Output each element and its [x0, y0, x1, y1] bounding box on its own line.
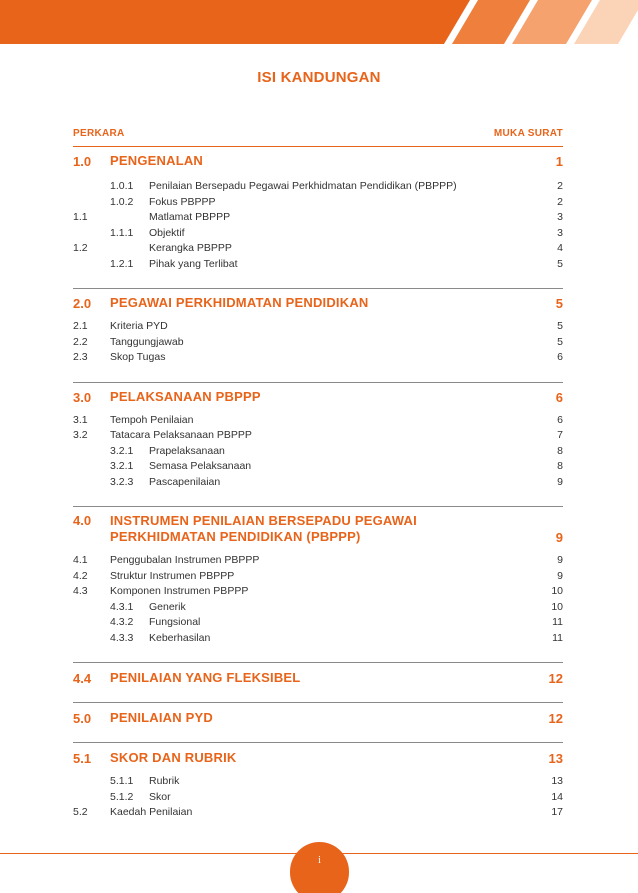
- column-header-muka-surat: MUKA SURAT: [493, 128, 563, 139]
- page-title: ISI KANDUNGAN: [257, 69, 381, 86]
- row-label: Prapelaksanaan: [149, 444, 225, 457]
- row-page: 6: [557, 351, 563, 363]
- row-page: 11: [552, 631, 563, 644]
- section-heading-line2[interactable]: [73, 529, 563, 545]
- section-title: PENILAIAN YANG FLEKSIBEL: [110, 670, 301, 685]
- row-subnumber: 4.3.1: [110, 600, 134, 613]
- toc-row[interactable]: [73, 569, 563, 585]
- row-number: 4.2: [73, 569, 88, 582]
- toc-row[interactable]: [73, 335, 563, 351]
- section-heading[interactable]: [73, 710, 563, 726]
- row-subnumber: [110, 210, 149, 226]
- row-label: Semasa Pelaksanaan: [149, 460, 252, 472]
- section-number: 2.0: [73, 296, 92, 311]
- toc-row[interactable]: [73, 241, 563, 257]
- row-label: Fokus PBPPP: [149, 195, 216, 208]
- toc-section-3-0: [73, 389, 563, 491]
- row-number: [73, 444, 110, 460]
- row-subnumber: 4.3.2: [110, 616, 134, 628]
- section-number: 5.0: [73, 711, 92, 726]
- row-label: Skop Tugas: [110, 351, 166, 363]
- toc-row[interactable]: [73, 631, 563, 647]
- row-number: 4.1: [73, 554, 88, 566]
- page-number-tab: [290, 842, 349, 893]
- toc-row[interactable]: [73, 584, 563, 600]
- row-subnumber: 1.0.1: [110, 180, 134, 192]
- section-divider: [73, 288, 563, 289]
- row-page: 8: [557, 444, 563, 457]
- row-label: Matlamat PBPPP: [149, 211, 231, 223]
- toc-row[interactable]: [73, 350, 563, 366]
- section-number: 3.0: [73, 389, 92, 405]
- row-page: 2: [557, 195, 563, 208]
- row-page: 4: [557, 242, 563, 254]
- row-label: Tatacara Pelaksanaan PBPPP: [110, 429, 252, 441]
- row-page: 5: [557, 257, 563, 270]
- toc-row[interactable]: [73, 790, 563, 806]
- row-number: 1.1: [73, 211, 88, 223]
- row-page: 11: [552, 616, 563, 628]
- row-label: Tanggungjawab: [110, 335, 184, 348]
- row-number: [73, 226, 110, 242]
- row-number: 5.2: [73, 806, 88, 818]
- section-divider: [73, 702, 563, 703]
- row-label: Pihak yang Terlibat: [149, 257, 238, 270]
- toc-row[interactable]: [73, 805, 563, 821]
- row-subnumber: 1.0.2: [110, 195, 134, 208]
- row-subnumber: 3.2.3: [110, 475, 134, 488]
- toc-section-4-0: [73, 513, 563, 646]
- toc-row[interactable]: [73, 210, 563, 226]
- toc-row[interactable]: [73, 459, 563, 475]
- row-page: 8: [557, 460, 563, 472]
- row-page: 9: [557, 554, 563, 566]
- banner-stripes: [0, 0, 638, 44]
- row-number: [73, 257, 110, 273]
- row-subnumber: 5.1.1: [110, 775, 134, 787]
- row-label: Struktur Instrumen PBPPP: [110, 569, 235, 582]
- row-number: [73, 615, 110, 631]
- row-label: Tempoh Penilaian: [110, 413, 194, 426]
- row-label: Komponen Instrumen PBPPP: [110, 585, 249, 597]
- section-divider: [73, 382, 563, 383]
- toc-row[interactable]: [73, 319, 563, 335]
- row-page: 9: [557, 475, 563, 488]
- row-subnumber: 4.3.3: [110, 631, 134, 644]
- row-number: 2.3: [73, 351, 88, 363]
- toc-row[interactable]: [73, 257, 563, 273]
- row-number: [73, 790, 110, 806]
- section-title: PENGENALAN: [110, 153, 204, 168]
- section-page: 6: [555, 389, 563, 405]
- row-page: 17: [551, 806, 563, 818]
- section-heading[interactable]: [73, 513, 563, 529]
- toc-row[interactable]: [73, 475, 563, 491]
- section-heading[interactable]: [73, 295, 563, 311]
- row-label: Fungsional: [149, 616, 201, 628]
- page-number: i: [318, 855, 321, 866]
- section-number: 4.0: [73, 513, 92, 528]
- row-label: Kriteria PYD: [110, 320, 168, 332]
- row-page: 7: [557, 429, 563, 441]
- section-title: PERKHIDMATAN PENDIDIKAN (PBPPP): [110, 529, 361, 544]
- row-page: 3: [557, 211, 563, 223]
- row-label: Rubrik: [149, 775, 180, 787]
- section-title: SKOR DAN RUBRIK: [110, 750, 237, 765]
- column-header-perkara: PERKARA: [73, 128, 125, 139]
- row-number: 4.3: [73, 585, 88, 597]
- row-number: [73, 774, 110, 790]
- row-subnumber: 1.1.1: [110, 226, 134, 239]
- section-number: 1.0: [73, 154, 92, 169]
- row-page: 2: [557, 180, 563, 192]
- toc-section-5-0: [73, 710, 563, 726]
- row-subnumber: 5.1.2: [110, 790, 134, 803]
- section-title-line1: INSTRUMEN PENILAIAN BERSEPADU PEGAWAI: [110, 513, 417, 528]
- toc-section-1-0: [73, 153, 563, 272]
- section-number: 4.4: [73, 671, 92, 686]
- section-divider: [73, 742, 563, 743]
- toc-section-2-0: [73, 295, 563, 366]
- header-banner: [0, 0, 638, 44]
- section-heading[interactable]: [73, 670, 563, 686]
- row-page: 5: [557, 320, 563, 332]
- row-label: Penggubalan Instrumen PBPPP: [110, 554, 260, 566]
- row-page: 10: [551, 585, 563, 597]
- row-page: 5: [557, 335, 563, 348]
- row-number: 1.2: [73, 242, 88, 254]
- toc-row[interactable]: [73, 179, 563, 195]
- row-page: 6: [557, 413, 563, 426]
- row-number: 2.1: [73, 320, 88, 332]
- section-heading[interactable]: [73, 153, 563, 169]
- row-subnumber: 3.2.1: [110, 460, 134, 472]
- section-divider: [73, 506, 563, 507]
- row-number: [73, 631, 110, 647]
- row-page: 13: [551, 775, 563, 787]
- row-page: 3: [557, 226, 563, 239]
- toc-row[interactable]: [73, 444, 563, 460]
- table-of-contents: [73, 146, 563, 821]
- section-heading[interactable]: [73, 750, 563, 766]
- section-title: PELAKSANAAN PBPPP: [110, 388, 261, 404]
- row-number: 2.2: [73, 335, 88, 348]
- row-number: 3.1: [73, 413, 88, 426]
- row-page: 10: [551, 600, 563, 613]
- toc-row[interactable]: [73, 195, 563, 211]
- row-label: Skor: [149, 790, 171, 803]
- section-page: 12: [548, 671, 563, 686]
- row-number: [73, 600, 110, 616]
- section-page: 13: [548, 751, 563, 766]
- section-title: PEGAWAI PERKHIDMATAN PENDIDIKAN: [110, 295, 369, 310]
- row-number: [73, 195, 110, 211]
- section-page: 5: [555, 296, 563, 311]
- row-label: Penilaian Bersepadu Pegawai Perkhidmatan Pendidikan (PBPPP): [149, 180, 457, 192]
- row-label: Keberhasilan: [149, 631, 211, 644]
- row-label: Objektif: [149, 226, 185, 239]
- section-page: 12: [548, 711, 563, 726]
- row-subnumber: [110, 241, 149, 257]
- toc-row[interactable]: [73, 553, 563, 569]
- toc-row[interactable]: [73, 600, 563, 616]
- section-heading[interactable]: [73, 389, 563, 405]
- section-number: 5.1: [73, 751, 92, 766]
- toc-section-4-4: [73, 670, 563, 686]
- row-number: 3.2: [73, 429, 88, 441]
- row-label: Generik: [149, 600, 186, 613]
- toc-row[interactable]: [73, 774, 563, 790]
- section-title: PENILAIAN PYD: [110, 710, 214, 725]
- toc-row[interactable]: [73, 428, 563, 444]
- row-page: 9: [557, 569, 563, 582]
- row-number: [73, 475, 110, 491]
- row-number: [73, 459, 110, 475]
- row-label: Kerangka PBPPP: [149, 242, 232, 254]
- toc-row[interactable]: [73, 226, 563, 242]
- row-label: Kaedah Penilaian: [110, 806, 193, 818]
- toc-row[interactable]: [73, 615, 563, 631]
- toc-section-5-1: [73, 750, 563, 821]
- toc-row[interactable]: [73, 413, 563, 429]
- section-page: 9: [555, 530, 563, 545]
- row-label: Pascapenilaian: [149, 475, 221, 488]
- row-number: [73, 179, 110, 195]
- section-divider: [73, 662, 563, 663]
- row-subnumber: 3.2.1: [110, 444, 134, 457]
- row-page: 14: [551, 790, 563, 803]
- section-page: 1: [555, 154, 563, 169]
- row-subnumber: 1.2.1: [110, 257, 134, 270]
